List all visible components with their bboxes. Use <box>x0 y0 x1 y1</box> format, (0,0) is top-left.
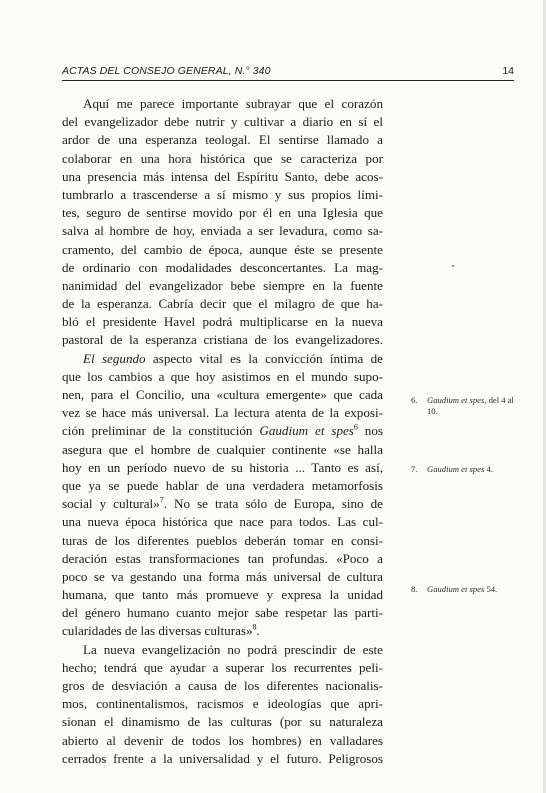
text-line: humana, que tanto más promueve y expresa la unidad <box>62 587 383 603</box>
text-line: poco se va gestando una forma más universal de cultura <box>62 568 383 584</box>
text-run: ción preliminar de la constitución <box>62 423 260 439</box>
page-number: 14 <box>502 65 514 77</box>
text-line: del género humano cuanto mejor sabe respetar las parti- <box>62 605 383 621</box>
text-line: La nueva evangelización no podrá prescindir de este <box>83 641 383 657</box>
footnote-source: Gaudium et spes <box>427 464 485 474</box>
running-header <box>62 64 514 80</box>
text-line: bló el presidente Havel podrá multiplicarse en la nueva <box>62 314 383 330</box>
text-line: que ya se puede hablar de una verdadera metamorfosis <box>62 477 383 493</box>
footnote-text: 54. <box>484 584 498 594</box>
footnote-source: Gaudium et spes <box>427 584 485 594</box>
text-line: de ordinario con modalidades desconcertantes. La mag- <box>62 259 383 275</box>
text-line: ardor de una esperanza teologal. El sentirse llamado a <box>62 132 383 148</box>
footnote-ref: 6 <box>353 423 358 433</box>
text-line: nen, para el Concilio, una «cultura emergente» que cada <box>62 387 383 402</box>
footnote-text: 4. <box>484 464 493 474</box>
text-run: . No se trata sólo de Europa, sino de <box>163 496 383 512</box>
footnote-source: Gaudium et spes <box>427 395 485 405</box>
text-run: . <box>256 623 260 639</box>
text-line: pastoral de la esperanza cristiana de los evangelizadores. <box>62 332 383 348</box>
text-line <box>62 350 383 368</box>
text-line: nanimidad del evangelizador bebe siempre en la fuente <box>62 277 383 293</box>
footnote-ref: 7 <box>159 495 164 505</box>
text-line: abierto al devenir de todos los hombres) en valladares <box>62 732 383 748</box>
footnote-8 <box>411 584 515 595</box>
text-line: tes, seguro de sentirse movido por él en una Iglesia que <box>62 205 383 221</box>
text-line <box>62 622 383 640</box>
footnote-text: , del 4 al <box>484 395 514 405</box>
text-line: que los cambios a que hoy asistimos en el mundo supo- <box>62 368 383 384</box>
document-title: Gaudium et spes <box>259 423 354 439</box>
text-line <box>62 495 383 513</box>
text-line: tumbrarlo a trascenderse a sí mismo y sus propios lími- <box>62 186 383 202</box>
text-line <box>62 422 383 440</box>
text-line: cramento, del cambio de época, aunque éste se presente <box>62 241 383 257</box>
journal-title: ACTAS DEL CONSEJO GENERAL, N.° 340 <box>62 65 271 77</box>
text-run: social y cultural» <box>62 496 160 512</box>
footnote-number: 8. <box>411 584 418 594</box>
text-line: vez se hace más universal. La lectura atenta de la exposi- <box>62 405 383 421</box>
footnote-number: 6. <box>411 395 418 405</box>
text-line: salva al hombre de hoy, enviada a ser levadura, como sa- <box>62 223 383 239</box>
text-line: hecho; tendrá que ayudar a superar los recurrentes peli- <box>62 659 383 675</box>
text-line: turas de los diferentes pueblos deberán tomar en consi- <box>62 532 383 548</box>
text-line: Aquí me parece importante subrayar que el corazón <box>83 96 383 111</box>
text-line: asegura que el hombre de cualquier continente «se halla <box>62 441 383 457</box>
text-line: de la esperanza. Cabría decir que el milagro de que ha- <box>62 296 383 312</box>
text-run: cularidades de las diversas culturas» <box>62 623 253 639</box>
text-line: mos, continentalismos, racismos e ideologías que apri- <box>62 696 383 712</box>
text-line: del evangelizador debe nutrir y cultivar a diario en sí el <box>62 114 383 130</box>
text-line: una presencia más intensa del Espíritu Santo, debe acos- <box>62 168 383 184</box>
text-line: cerrados frente a la universalidad y el futuro. Peligrosos <box>62 750 383 766</box>
text-line: una nueva época histórica que nace para todos. Las cul- <box>62 514 383 530</box>
footnote-6 <box>411 395 515 417</box>
header-rule <box>62 80 514 81</box>
footnote-ref: 8 <box>252 623 257 633</box>
text-run: nos <box>357 423 383 439</box>
main-text <box>62 95 383 768</box>
emphasis-text: El segundo <box>83 350 146 366</box>
text-line: sionan el dinamismo de las culturas (por su naturaleza <box>62 714 383 730</box>
footnote-7 <box>411 464 515 475</box>
text-line: colaborar en una hora histórica que se caracteriza por <box>62 150 383 166</box>
footnote-number: 7. <box>411 464 418 474</box>
text-run: aspecto vital es la convicción íntima de <box>145 350 383 366</box>
footnote-continuation: 10. <box>427 406 438 416</box>
text-line: deración estas transformaciones tan profundas. «Poco a <box>62 550 383 566</box>
speck-mark <box>452 265 454 267</box>
text-line: hoy en un período nuevo de su historia ... Tanto es así, <box>62 459 383 475</box>
text-line: gros de desviación a causa de los diferentes nacionalis- <box>62 678 383 693</box>
